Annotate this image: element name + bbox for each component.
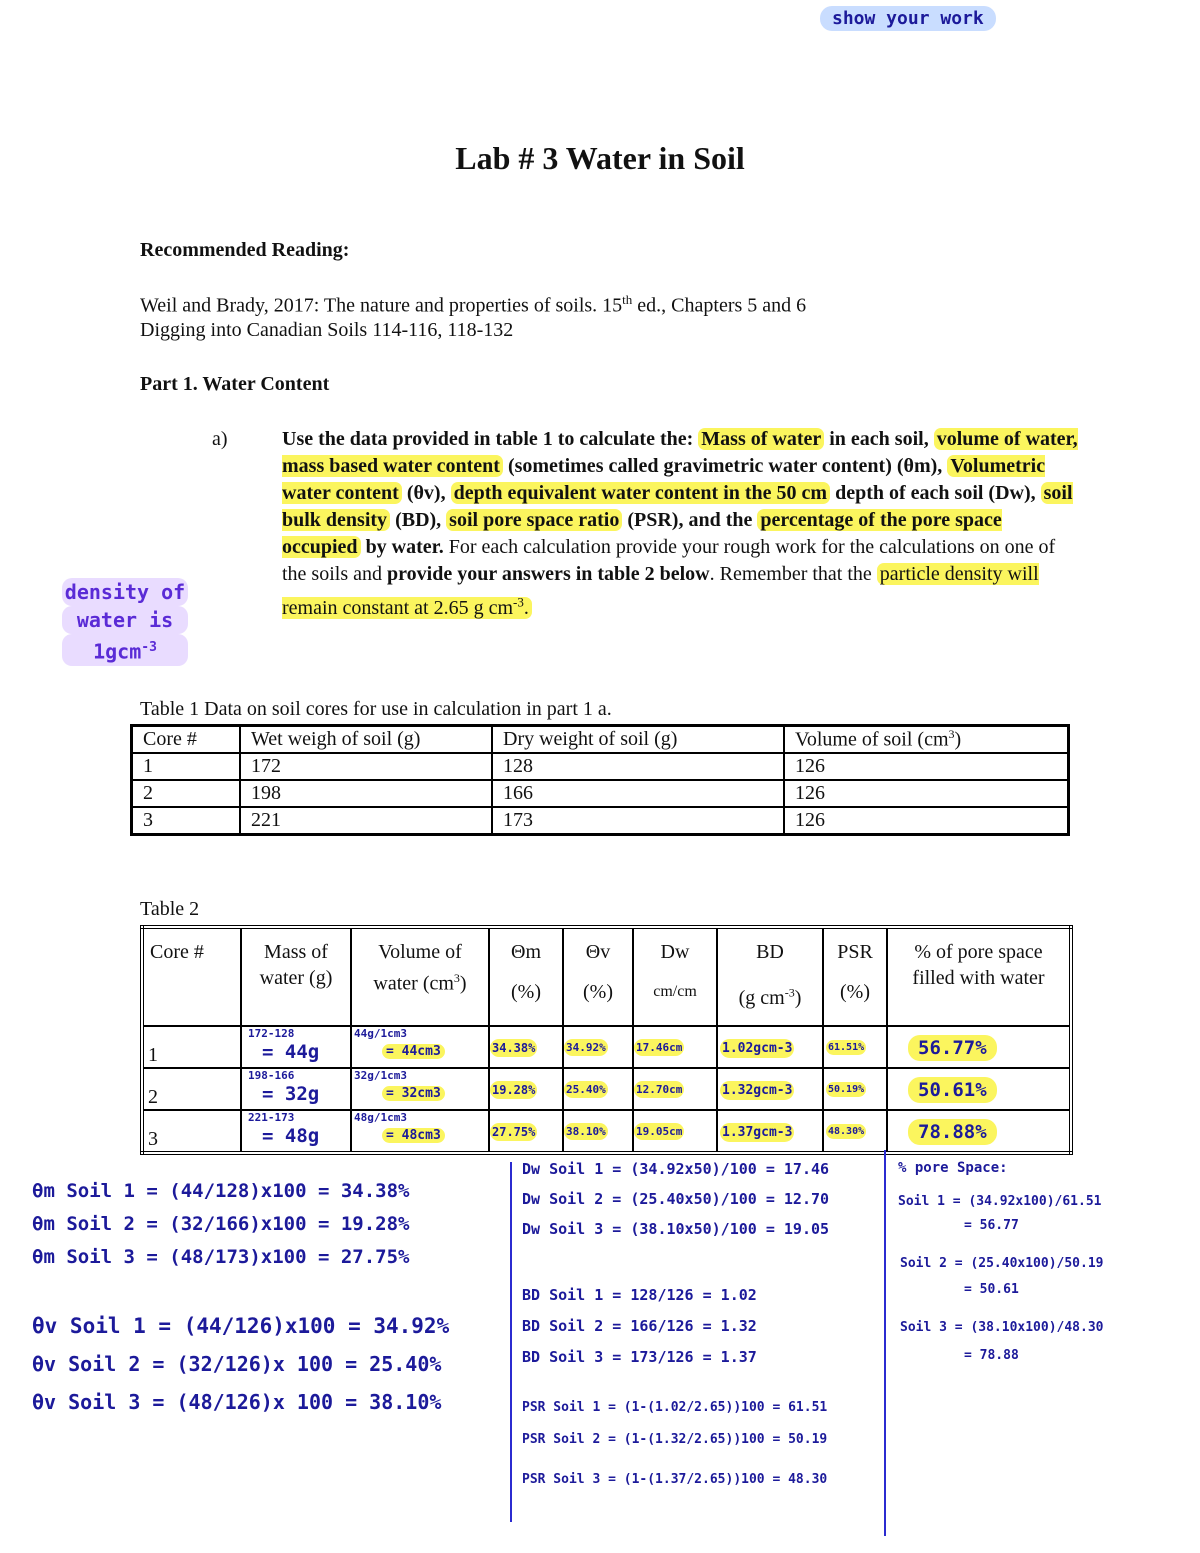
item-a-s8: depth equivalent water content in the 50 cm xyxy=(451,482,831,504)
side-note xyxy=(62,578,188,666)
table2-header-pore-l2: filled with water xyxy=(912,967,1045,989)
table2-volume-work: 32g/1cm3 xyxy=(354,1068,407,1082)
table2-pore: 56.77% xyxy=(908,1035,997,1061)
item-a-s6: Volumetric water content xyxy=(282,455,1046,504)
table2-header-om-l2: (%) xyxy=(511,981,541,1003)
table2-header-mass-l2: water (g) xyxy=(259,967,333,989)
table2-om-cell xyxy=(489,1068,563,1110)
table2-header-core: Core # xyxy=(142,927,241,1026)
table2-volume-cell xyxy=(351,1068,489,1110)
table2-dw-cell xyxy=(633,1068,717,1110)
table2-mass-work: 172-128 xyxy=(248,1026,295,1040)
table2-header-dw-l2: cm/cm xyxy=(653,983,697,1000)
table1-cell: 126 xyxy=(784,807,1069,835)
table2-bd-cell xyxy=(717,1068,823,1110)
work-divider-right xyxy=(884,1150,886,1536)
table1-cell: 1 xyxy=(132,753,241,780)
table1-cell: 221 xyxy=(240,807,492,835)
table2 xyxy=(140,925,1073,1155)
reading-line-1-pre: Weil and Brady, 2017: The nature and properties of soils. 15 xyxy=(140,294,623,317)
table2-psr-cell xyxy=(823,1068,887,1110)
table2-bd: 1.02gcm-3 xyxy=(722,1040,793,1056)
table2-header-om-l1: Θm xyxy=(511,941,541,963)
table2-header-volume-l2: water (cm xyxy=(373,972,454,995)
page-title: Lab # 3 Water in Soil xyxy=(455,140,745,176)
work-ov-soil-1: θv Soil 1 = (44/126)x100 = 34.92% xyxy=(32,1314,450,1338)
table2-pore-cell xyxy=(887,1026,1071,1068)
table2-om: 19.28% xyxy=(492,1082,536,1097)
work-pore-soil-3: Soil 3 = (38.10x100)/48.30 xyxy=(900,1320,1104,1335)
table2-volume-work: 44g/1cm3 xyxy=(354,1026,407,1040)
table2-dw: 19.05cm xyxy=(636,1124,683,1138)
item-a-marker: a) xyxy=(212,428,228,450)
item-a-s7: (θv), xyxy=(401,482,451,504)
work-pore-soil-2-result: = 50.61 xyxy=(964,1282,1019,1297)
table2-mass: = 32g xyxy=(262,1082,320,1105)
reading-line-1 xyxy=(140,292,806,318)
work-psr-soil-1: PSR Soil 1 = (1-(1.02/2.65))100 = 61.51 xyxy=(522,1400,828,1415)
item-a-s4: volume of water, mass based water content xyxy=(282,428,1078,477)
table1-header-volume-text: Volume of soil (cm xyxy=(795,728,949,751)
work-divider-left xyxy=(510,1162,512,1522)
table-row xyxy=(132,753,1069,780)
reading-heading: Recommended Reading: xyxy=(140,239,350,261)
work-dw-soil-3: Dw Soil 3 = (38.10x50)/100 = 19.05 xyxy=(522,1220,830,1238)
item-a-s2: Mass of water xyxy=(698,428,824,450)
work-pore-soil-3-result: = 78.88 xyxy=(964,1348,1019,1363)
table2-header-bd-l2 xyxy=(739,987,802,1009)
table2-ov-cell xyxy=(563,1026,633,1068)
table2-caption: Table 2 xyxy=(140,898,200,920)
reading-line-1-sup: th xyxy=(622,292,633,307)
table2-ov-cell xyxy=(563,1110,633,1153)
item-a-n1: For each calculation provide your rough work for the calculations on one of the soils and xyxy=(282,536,1056,585)
table2-psr: 61.51% xyxy=(828,1041,865,1053)
work-om-soil-3: θm Soil 3 = (48/173)x100 = 27.75% xyxy=(32,1246,410,1268)
work-dw-soil-1: Dw Soil 1 = (34.92x50)/100 = 17.46 xyxy=(522,1160,830,1178)
table1-cell: 173 xyxy=(492,807,784,835)
side-note-line-1: density of xyxy=(62,578,188,606)
table2-psr-cell xyxy=(823,1026,887,1068)
table2-header-pore-l1: % of pore space xyxy=(914,941,1043,963)
table2-mass-cell xyxy=(241,1068,351,1110)
table2-om: 34.38% xyxy=(492,1040,536,1055)
table2-pore: 50.61% xyxy=(908,1077,997,1103)
table2-header-volume-sup: 3 xyxy=(453,971,460,985)
table2-volume-cell xyxy=(351,1110,489,1153)
table2-header-bd-close: ) xyxy=(794,986,802,1009)
table1-header-volume-sup: 3 xyxy=(948,727,955,742)
table1-header-wet: Wet weigh of soil (g) xyxy=(240,726,492,754)
table2-bd: 1.37gcm-3 xyxy=(722,1124,793,1140)
work-pore-soil-1-result: = 56.77 xyxy=(964,1218,1019,1233)
work-dw-soil-2: Dw Soil 2 = (25.40x50)/100 = 12.70 xyxy=(522,1190,830,1208)
table2-volume: = 32cm3 xyxy=(382,1086,445,1101)
table1-header-row xyxy=(132,726,1069,754)
table2-dw-cell xyxy=(633,1110,717,1153)
table2-mass-work: 221-173 xyxy=(248,1110,295,1124)
table2-header-om xyxy=(489,927,563,1026)
table2-header-dw-l1: Dw xyxy=(660,941,690,963)
table2-volume-cell xyxy=(351,1026,489,1068)
work-pore-soil-2: Soil 2 = (25.40x100)/50.19 xyxy=(900,1256,1104,1271)
table1-cell: 166 xyxy=(492,780,784,807)
work-ov-soil-2: θv Soil 2 = (32/126)x 100 = 25.40% xyxy=(32,1352,442,1376)
table2-mass-cell xyxy=(241,1110,351,1153)
work-bd-soil-3: BD Soil 3 = 173/126 = 1.37 xyxy=(522,1348,757,1366)
table2-header-bd-sup: -3 xyxy=(784,985,795,999)
table2-header-bd-l1: BD xyxy=(756,941,784,963)
table2-ov-cell xyxy=(563,1068,633,1110)
table1-header-volume-close: ) xyxy=(954,728,962,751)
reading-line-1-post: ed., Chapters 5 and 6 xyxy=(632,294,807,317)
table2-header-volume-close: ) xyxy=(459,972,467,995)
table1-header-volume xyxy=(784,726,1069,754)
table2-psr: 50.19% xyxy=(828,1083,865,1095)
table-row xyxy=(142,1026,1071,1068)
table2-header-ov-l2: (%) xyxy=(583,981,613,1003)
table-row xyxy=(132,807,1069,835)
table2-header-ov-l1: Θv xyxy=(585,941,611,963)
work-pore-heading: % pore Space: xyxy=(898,1160,1008,1176)
table2-header-bd-text: (g cm xyxy=(738,986,785,1009)
table2-dw: 17.46cm xyxy=(636,1040,683,1054)
table2-dw-cell xyxy=(633,1026,717,1068)
table1-caption: Table 1 Data on soil cores for use in calculation in part 1 a. xyxy=(140,698,612,720)
table2-volume: = 44cm3 xyxy=(382,1044,445,1059)
table2-mass-cell xyxy=(241,1026,351,1068)
table2-mass: = 44g xyxy=(262,1040,320,1063)
table-row xyxy=(132,780,1069,807)
table2-header-psr-l2: (%) xyxy=(840,981,870,1003)
item-a-s15: by water. xyxy=(360,536,444,558)
item-a-n4-sup: -3 xyxy=(513,594,524,609)
table1-cell: 128 xyxy=(492,753,784,780)
work-om-soil-2: θm Soil 2 = (32/166)x100 = 19.28% xyxy=(32,1213,410,1235)
work-psr-soil-2: PSR Soil 2 = (1-(1.32/2.65))100 = 50.19 xyxy=(522,1432,828,1447)
table2-header-row xyxy=(142,927,1071,1026)
table1-cell: 126 xyxy=(784,753,1069,780)
work-ov-soil-3: θv Soil 3 = (48/126)x 100 = 38.10% xyxy=(32,1390,442,1414)
table1-cell: 2 xyxy=(132,780,241,807)
item-a-paragraph xyxy=(282,426,1082,622)
item-a-n2: provide your answers in table 2 below xyxy=(387,563,710,585)
side-note-line-3-text: 1gcm xyxy=(93,639,142,664)
table1-header-core: Core # xyxy=(132,726,241,754)
table2-core: 3 xyxy=(142,1110,241,1153)
reading-line-2: Digging into Canadian Soils 114-116, 118-132 xyxy=(140,319,514,341)
table2-om-cell xyxy=(489,1026,563,1068)
table2-psr: 48.30% xyxy=(828,1125,865,1137)
table2-header-pore xyxy=(887,927,1071,1026)
table2-header-ov xyxy=(563,927,633,1026)
table2-bd-cell xyxy=(717,1026,823,1068)
work-pore-soil-1: Soil 1 = (34.92x100)/61.51 xyxy=(898,1194,1102,1209)
table-row xyxy=(142,1068,1071,1110)
table2-volume: = 48cm3 xyxy=(382,1128,445,1143)
item-a-n3: . Remember that the xyxy=(709,563,877,585)
item-a-s5: (sometimes called gravimetric water content) (θm), xyxy=(502,455,948,477)
item-a-n5: . xyxy=(523,596,529,619)
table2-volume-work: 48g/1cm3 xyxy=(354,1110,407,1124)
table2-core: 2 xyxy=(142,1068,241,1110)
table2-header-mass xyxy=(241,927,351,1026)
item-a-s1: Use the data provided in table 1 to calculate the: xyxy=(282,428,699,450)
item-a-s9: depth of each soil (Dw), xyxy=(830,482,1041,504)
item-a-s12: soil pore space ratio xyxy=(446,509,622,531)
table2-pore-cell xyxy=(887,1068,1071,1110)
table2-header-mass-l1: Mass of xyxy=(264,941,328,963)
item-a-s14: percentage of the pore space occupied xyxy=(282,509,1002,558)
item-a-s3: in each soil, xyxy=(824,428,934,450)
table2-ov: 34.92% xyxy=(566,1040,606,1054)
table2-ov: 25.40% xyxy=(566,1082,606,1096)
table2-bd-cell xyxy=(717,1110,823,1153)
table1-cell: 198 xyxy=(240,780,492,807)
table2-core: 1 xyxy=(142,1026,241,1068)
table2-mass: = 48g xyxy=(262,1124,320,1147)
table1-header-dry: Dry weight of soil (g) xyxy=(492,726,784,754)
table2-header-bd xyxy=(717,927,823,1026)
table2-header-dw xyxy=(633,927,717,1026)
table2-header-psr xyxy=(823,927,887,1026)
table2-psr-cell xyxy=(823,1110,887,1153)
item-a-s10: soil bulk density xyxy=(282,482,1073,531)
item-a-s13: (PSR), and the xyxy=(622,509,758,531)
item-a-n4-text: particle density will remain constant at 2.65 g cm xyxy=(282,563,1039,619)
table1 xyxy=(130,724,1070,836)
table2-header-volume xyxy=(351,927,489,1026)
table2-pore: 78.88% xyxy=(908,1119,997,1145)
table2-om-cell xyxy=(489,1110,563,1153)
show-your-work-note: show your work xyxy=(820,6,996,31)
work-psr-soil-3: PSR Soil 3 = (1-(1.37/2.65))100 = 48.30 xyxy=(522,1472,828,1487)
table2-header-volume-l1: Volume of xyxy=(378,941,462,963)
work-om-soil-1: θm Soil 1 = (44/128)x100 = 34.38% xyxy=(32,1180,410,1202)
table-row xyxy=(142,1110,1071,1153)
table2-bd: 1.32gcm-3 xyxy=(722,1082,793,1098)
side-note-line-2: water is xyxy=(62,606,188,634)
work-bd-soil-2: BD Soil 2 = 166/126 = 1.32 xyxy=(522,1317,757,1335)
table1-cell: 3 xyxy=(132,807,241,835)
work-bd-soil-1: BD Soil 1 = 128/126 = 1.02 xyxy=(522,1286,757,1304)
table1-cell: 172 xyxy=(240,753,492,780)
item-a-s11: (BD), xyxy=(390,509,447,531)
table1-cell: 126 xyxy=(784,780,1069,807)
table2-pore-cell xyxy=(887,1110,1071,1153)
table2-om: 27.75% xyxy=(492,1124,536,1139)
side-note-line-3 xyxy=(62,634,188,666)
table2-ov: 38.10% xyxy=(566,1124,606,1138)
table2-header-psr-l1: PSR xyxy=(837,941,873,963)
table2-dw: 12.70cm xyxy=(636,1082,683,1096)
side-note-line-3-sup: -3 xyxy=(141,640,157,655)
part1-heading: Part 1. Water Content xyxy=(140,373,330,395)
table2-mass-work: 198-166 xyxy=(248,1068,295,1082)
